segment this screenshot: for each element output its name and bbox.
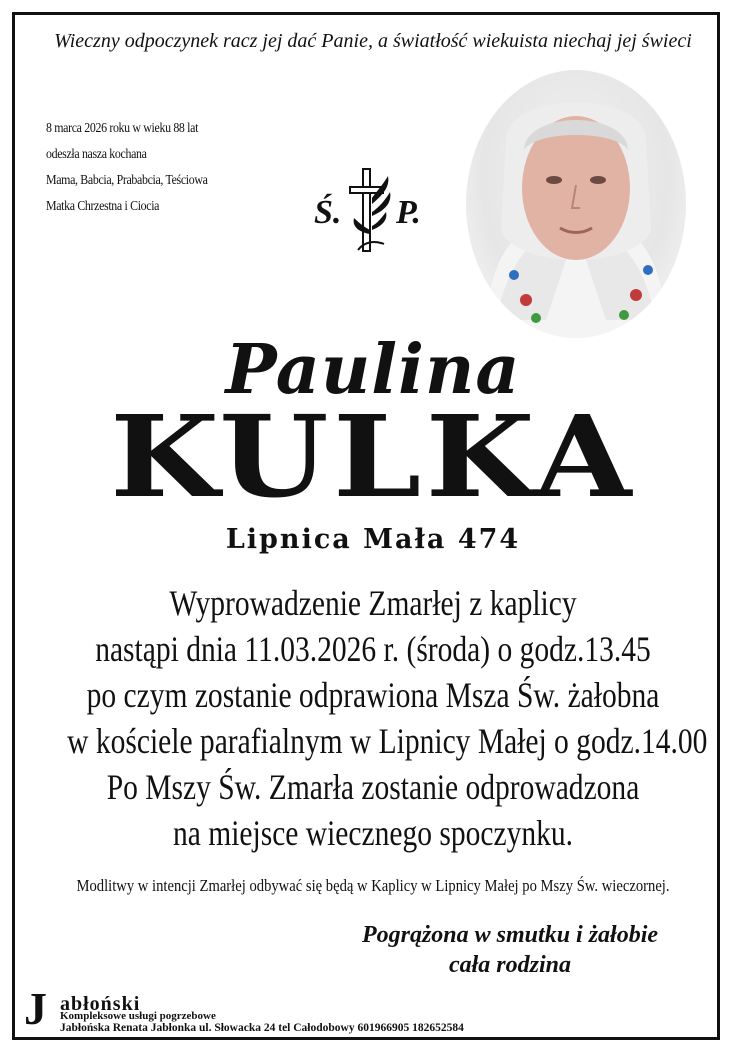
funeral-home-name: abłoński (60, 993, 141, 1015)
cross-icon (344, 164, 394, 256)
deceased-first-name: Paulina (225, 330, 521, 410)
announcement-line: nastąpi dnia 11.03.2026 r. (środa) o godz.13.45 (95, 629, 651, 669)
funeral-home-tagline: Kompleksowe usługi pogrzebowe (60, 1010, 216, 1022)
sp-emblem (310, 160, 430, 260)
funeral-home-contact: Jabłońska Renata Jabłonka ul. Słowacka 24 tel Całodobowy 601966905 182652584 (60, 1022, 464, 1034)
emblem-right-text: P. (396, 194, 421, 231)
emblem-left-text: Ś. (314, 194, 342, 231)
announcement-line: po czym zostanie odprawiona Msza Św. żałobna (86, 675, 660, 715)
prayer-motto: Wieczny odpoczynek racz jej dać Panie, a światłość wiekuista niechaj jej świeci (54, 30, 692, 52)
mourners-line: Pogrążona w smutku i żałobie (361, 922, 659, 948)
portrait-image (466, 70, 686, 338)
funeral-home-logo: J (24, 983, 47, 1034)
announcement-line: w kościele parafialnym w Lipnicy Małej o godz.14.00 (67, 721, 708, 761)
intro-line: odeszła nasza kochana (46, 147, 147, 162)
intro-line: Mama, Babcia, Prababcia, Teściowa (46, 173, 208, 188)
announcement-line: na miejsce wiecznego spoczynku. (172, 813, 574, 853)
announcement-line: Po Mszy Św. Zmarła zostanie odprowadzona (106, 767, 640, 807)
deceased-address: Lipnica Mała 474 (225, 524, 521, 555)
deceased-surname: KULKA (110, 392, 636, 523)
portrait-photo (466, 70, 686, 338)
prayers-note: Modlitwy w intencji Zmarłej odbywać się będą w Kaplicy w Lipnicy Małej po Mszy Św. wieczornej. (76, 876, 670, 895)
mourners-family: cała rodzina (448, 952, 571, 978)
intro-line: Matka Chrzestna i Ciocia (46, 199, 160, 214)
intro-line: 8 marca 2026 roku w wieku 88 lat (46, 121, 199, 136)
death-notice-intro (46, 116, 208, 220)
announcement-line: Wyprowadzenie Zmarłej z kaplicy (169, 583, 577, 623)
